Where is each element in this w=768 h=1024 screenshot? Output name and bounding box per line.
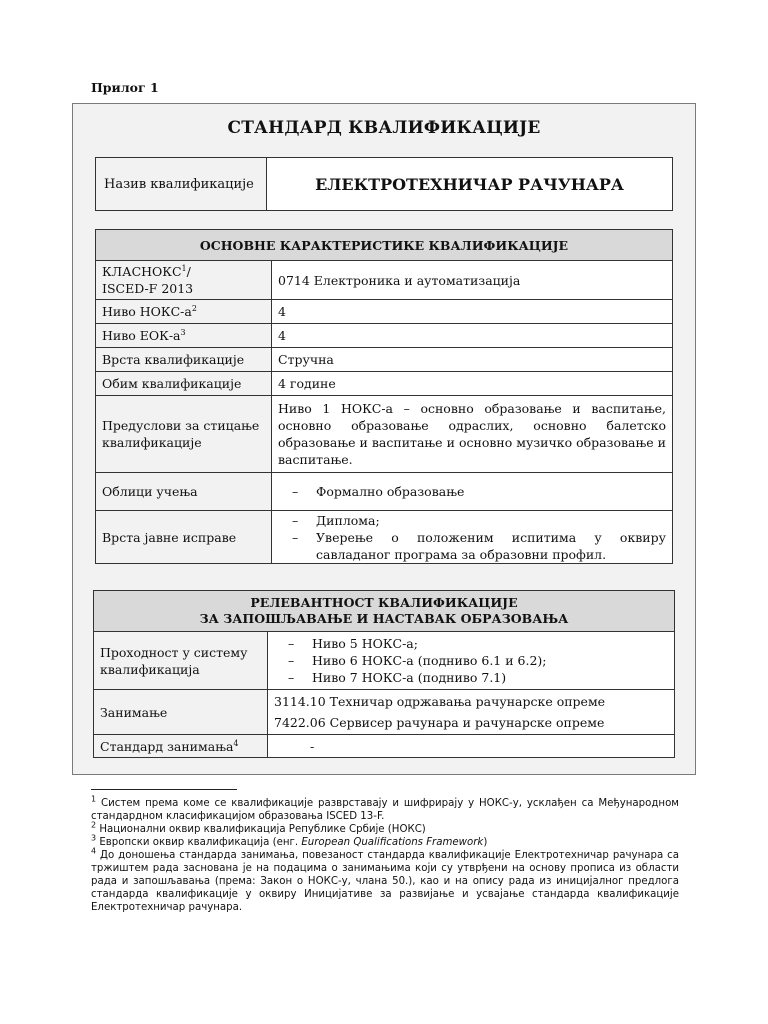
qualification-scope-value: 4 године xyxy=(272,372,673,396)
prerequisites-value: Ниво 1 НОКС-а – основно образовање и васпитање, основно образовање одраслих, основно балетско образовање и васпитање и основно музичко образовање и васпитање. xyxy=(272,396,673,473)
list-item: – Ниво 6 НОКС-а (подниво 6.1 и 6.2); xyxy=(288,653,547,668)
relevance-header-row xyxy=(94,591,675,632)
characteristics-header-row xyxy=(96,230,673,261)
occupation-item: 3114.10 Техничар одржавања рачунарске опреме xyxy=(274,694,606,709)
eqf-level-value: 4 xyxy=(272,324,673,348)
public-document-label: Врста јавне исправе xyxy=(96,511,272,564)
table-row xyxy=(94,632,675,690)
occupation-standard-value: - xyxy=(268,735,675,758)
progression-label: Проходност у систему квалификација xyxy=(94,632,268,690)
list-item: – Формално образовање xyxy=(292,484,465,499)
table-row xyxy=(96,396,673,473)
table-row xyxy=(96,261,673,300)
table-row xyxy=(96,473,673,511)
characteristics-header: ОСНОВНЕ КАРАКТЕРИСТИКЕ КВАЛИФИКАЦИЈЕ xyxy=(96,230,673,261)
learning-forms-value xyxy=(272,473,673,511)
footnote-2: $^2$ Национални оквир квалификација Републике Србије (НОКС) xyxy=(91,820,426,835)
table-row xyxy=(94,690,675,735)
noks-level-value: 4 xyxy=(272,300,673,324)
relevance-header: РЕЛЕВАНТНОСТ КВАЛИФИКАЦИЈЕ ЗА ЗАПОШЉАВАЊЕ И НАСТАВАК ОБРАЗОВАЊА xyxy=(94,591,675,632)
table-row xyxy=(96,348,673,372)
document-title: СТАНДАРД КВАЛИФИКАЦИЈЕ xyxy=(227,118,541,138)
list-item: – Ниво 7 НОКС-а (подниво 7.1) xyxy=(288,670,507,685)
progression-value xyxy=(268,632,675,690)
relevance-table xyxy=(93,590,675,758)
qualification-type-value: Стручна xyxy=(272,348,673,372)
table-row xyxy=(96,300,673,324)
qualification-name-label: Назив квалификације xyxy=(96,158,267,211)
characteristics-table xyxy=(95,229,673,564)
occupation-value xyxy=(268,690,675,735)
list-item: – Ниво 5 НОКС-а; xyxy=(288,636,418,651)
annex-label: Прилог 1 xyxy=(91,80,159,95)
occupation-label: Занимање xyxy=(94,690,268,735)
qualification-type-label: Врста квалификације xyxy=(96,348,272,372)
table-row xyxy=(96,372,673,396)
prerequisites-label: Предуслови за стицање квалификације xyxy=(96,396,272,473)
klasnoks-label: КЛАСНОКС$^1$/ ISCED-F 2013 xyxy=(96,261,272,300)
list-item: – Диплома; xyxy=(292,512,380,528)
table-row xyxy=(96,511,673,564)
klasnoks-value: 0714 Електроника и аутоматизација xyxy=(272,261,673,300)
footnote-4: $^4$ До доношења стандарда занимања, повезаност стандарда квалификације Електротехничар рачунара са тржиштем рада заснована је на подацима о занимањима који су утврђени на основу прописа из области рада и запошљавања (према: Закон о НОКС-у, члана 50.), као и на опису рада из иницијалног предлога стандарда квалификације у оквиру Иницијативе за развијање и усвајање стандарда квалификације Електротехничар рачунара. xyxy=(91,846,679,913)
occupation-standard-label: Стандард занимања$^4$ xyxy=(94,735,268,758)
eqf-level-label: Ниво ЕОК-$а^3$ xyxy=(96,324,272,348)
qualification-name-row xyxy=(96,158,673,211)
footnote-1: $^1$ Систем према коме се квалификације разврставају и шифрирају у НОКС-у, усклађен са Међународном стандардном класификацијом образовања ISCED 13-F. xyxy=(91,794,679,822)
table-row xyxy=(94,735,675,758)
footnote-rule xyxy=(91,789,237,790)
footnotes xyxy=(91,794,679,914)
qualification-scope-label: Обим квалификације xyxy=(96,372,272,396)
public-document-value xyxy=(272,511,673,564)
learning-forms-label: Облици учења xyxy=(96,473,272,511)
footnote-3: $^3$ Европски оквир квалификација (енг. European Qualifications Framework) xyxy=(91,833,488,848)
list-item: – Уверење о положеним испитима у оквиру савладаног програма за образовни профил. xyxy=(292,529,666,562)
occupation-item: 7422.06 Сервисер рачунара и рачунарске опреме xyxy=(274,715,605,730)
qualification-name-table xyxy=(95,157,673,211)
noks-level-label: Ниво НОКС-$а^2$ xyxy=(96,300,272,324)
table-row xyxy=(96,324,673,348)
qualification-name-value: ЕЛЕКТРОТЕХНИЧАР РАЧУНАРА xyxy=(267,158,673,211)
